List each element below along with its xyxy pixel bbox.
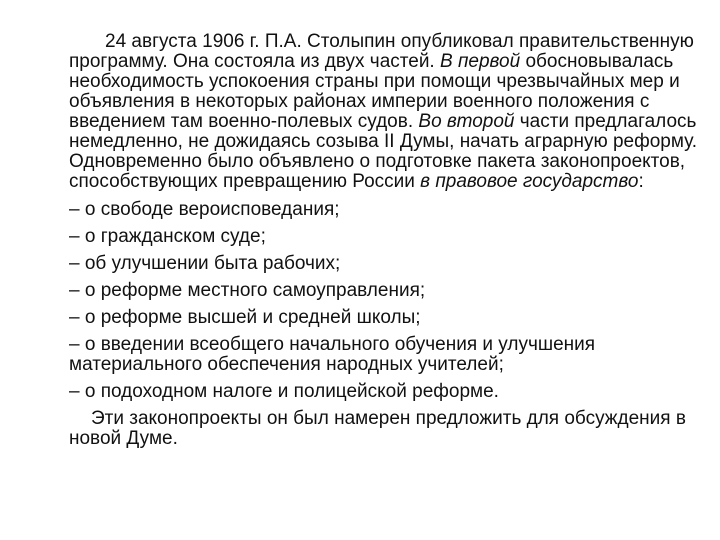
intro-emphasis-legal-state: в правовое государство (420, 171, 639, 192)
list-item: – о введении всеобщего начального обучения и улучшения материального обеспечения народных учителей; (69, 334, 596, 375)
list-item: – о гражданском суде; (69, 226, 266, 247)
slide-body (69, 32, 699, 449)
bill-list (69, 200, 699, 402)
list-item: – о реформе местного самоуправления; (69, 280, 426, 301)
intro-text-3: части предлагалось немедленно, не дожидаясь созыва II Думы, начать аграрную реформу. Одновременно было объявлено о подготовке пакета законопроектов, способствующих превращению России (69, 111, 698, 192)
intro-emphasis-first: В первой (440, 51, 521, 72)
intro-text-1: 24 августа 1906 г. П.А. Столыпин опубликовал правительственную программу. Она состояла из двух частей. (69, 31, 694, 72)
list-item: – о реформе высшей и средней школы; (69, 307, 421, 328)
list-item: – об улучшении быта рабочих; (69, 253, 341, 274)
list-item: – о свободе вероисповедания; (69, 199, 340, 220)
intro-paragraph (69, 32, 699, 192)
closing-paragraph: Эти законопроекты он был намерен предложить для обсуждения в новой Думе. (69, 408, 686, 449)
list-item: – о подоходном налоге и полицейской реформе. (69, 381, 499, 402)
intro-emphasis-second: Во второй (418, 111, 515, 132)
intro-text-4: : (638, 171, 644, 192)
intro-text-2: обосновывалась необходимость успокоения страны при помощи чрезвычайных мер и объявления в некоторых районах империи военного положения с введением там военно-полевых судов. (69, 51, 680, 132)
